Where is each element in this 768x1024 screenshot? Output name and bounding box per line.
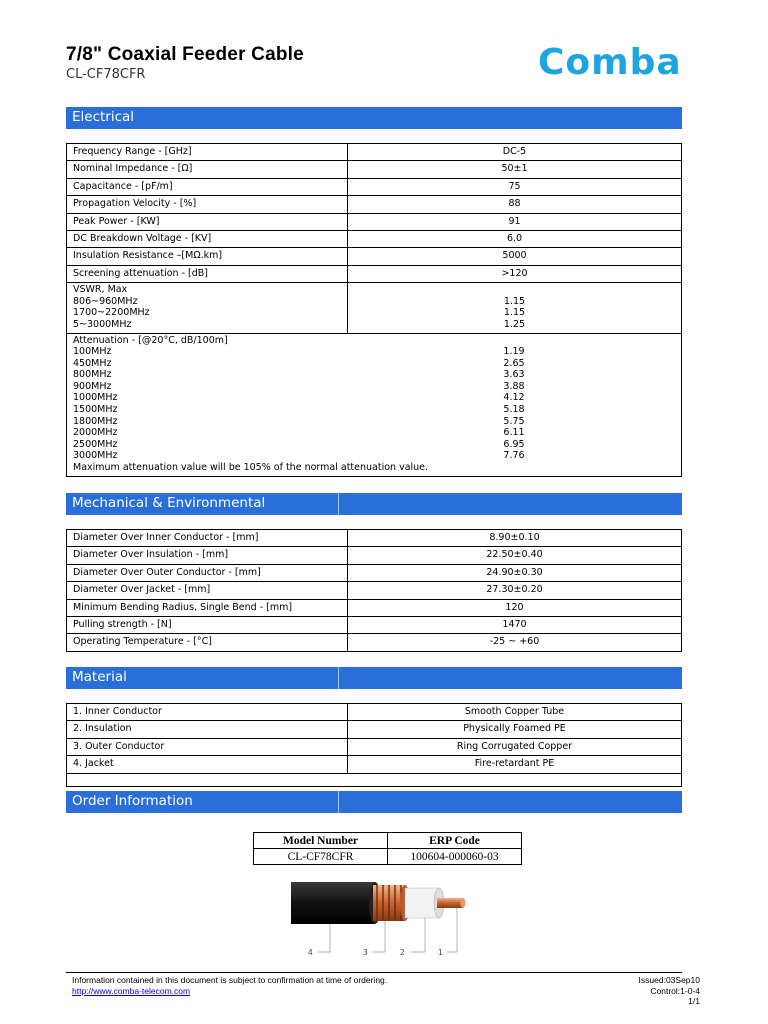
table-row bbox=[67, 213, 682, 230]
section-title: Order Information bbox=[72, 793, 193, 809]
material-value: Fire-retardant PE bbox=[348, 756, 682, 773]
footer-meta bbox=[639, 975, 700, 1007]
callout-label: 4 bbox=[308, 948, 313, 957]
table-row bbox=[67, 599, 682, 616]
order-row bbox=[254, 849, 522, 865]
spec-value: DC-5 bbox=[348, 144, 682, 161]
table-row bbox=[67, 634, 682, 651]
material-part: 4. Jacket bbox=[67, 756, 348, 773]
order-section-header bbox=[66, 791, 682, 813]
spec-value: >120 bbox=[348, 265, 682, 282]
spec-value: 27.30±0.20 bbox=[348, 582, 682, 599]
attenuation-value: 6.95 bbox=[503, 438, 525, 450]
table-row bbox=[67, 616, 682, 633]
column-header: Model Number bbox=[254, 833, 388, 849]
attenuation-freq: 1800MHz bbox=[73, 415, 118, 427]
spec-value: 24.90±0.30 bbox=[348, 564, 682, 581]
table-row bbox=[67, 564, 682, 581]
attenuation-value: 4.12 bbox=[503, 392, 525, 404]
header-divider bbox=[338, 493, 339, 515]
table-row bbox=[67, 756, 682, 773]
spec-value: 120 bbox=[348, 599, 682, 616]
spec-label: Diameter Over Outer Conductor - [mm] bbox=[67, 564, 348, 581]
model-number: CL-CF78CFR bbox=[254, 849, 388, 865]
page-number: 1/1 bbox=[688, 996, 700, 1006]
vswr-label: VSWR, Max bbox=[73, 284, 128, 296]
attenuation-value: 6.11 bbox=[503, 427, 525, 439]
cable-illustration bbox=[285, 876, 475, 961]
spec-value: 91 bbox=[348, 213, 682, 230]
table-row bbox=[67, 178, 682, 195]
section-title: Material bbox=[72, 669, 127, 685]
header-divider bbox=[338, 791, 339, 813]
callout-label: 1 bbox=[438, 948, 443, 957]
spec-value: 88 bbox=[348, 196, 682, 213]
spec-value: 22.50±0.40 bbox=[348, 547, 682, 564]
vswr-value: 1.15 bbox=[503, 307, 526, 319]
attenuation-value: 5.18 bbox=[503, 404, 525, 416]
spec-label: Diameter Over Inner Conductor - [mm] bbox=[67, 530, 348, 547]
table-row bbox=[67, 161, 682, 178]
attenuation-freq: 100MHz bbox=[73, 346, 112, 358]
spec-label: Minimum Bending Radius, Single Bend - [mm] bbox=[67, 599, 348, 616]
attenuation-value: 2.65 bbox=[503, 357, 525, 369]
spec-value: 75 bbox=[348, 178, 682, 195]
attenuation-freq: 450MHz bbox=[73, 357, 112, 369]
material-value: Smooth Copper Tube bbox=[348, 704, 682, 721]
order-header-row bbox=[254, 833, 522, 849]
table-row bbox=[67, 265, 682, 282]
material-value: Ring Corrugated Copper bbox=[348, 738, 682, 755]
spec-value: -25 ~ +60 bbox=[348, 634, 682, 651]
footer-disclaimer: Information contained in this document is subject to confirmation at time of ordering. bbox=[72, 975, 388, 985]
attenuation-freq: 2000MHz bbox=[73, 427, 118, 439]
spec-label: Pulling strength - [N] bbox=[67, 616, 348, 633]
table-row bbox=[67, 721, 682, 738]
table-row bbox=[67, 773, 682, 786]
spec-label: DC Breakdown Voltage - [KV] bbox=[67, 230, 348, 247]
spec-label: Nominal Impedance - [Ω] bbox=[67, 161, 348, 178]
footer-divider bbox=[66, 972, 682, 973]
spec-label: Operating Temperature - [°C] bbox=[67, 634, 348, 651]
mechanical-table bbox=[66, 529, 682, 652]
vswr-value: 1.25 bbox=[503, 318, 526, 330]
model-subtitle: CL-CF78CFR bbox=[66, 67, 146, 82]
callout-label: 3 bbox=[363, 948, 368, 957]
column-header: ERP Code bbox=[388, 833, 522, 849]
document-title: 7/8" Coaxial Feeder Cable bbox=[66, 44, 304, 65]
mechanical-section-header bbox=[66, 493, 682, 515]
spec-value: 50±1 bbox=[348, 161, 682, 178]
vswr-band: 1700~2200MHz bbox=[73, 307, 150, 319]
spec-value: 1470 bbox=[348, 616, 682, 633]
control-number: Control:1-0-4 bbox=[650, 985, 700, 996]
table-row bbox=[67, 547, 682, 564]
material-part: 1. Inner Conductor bbox=[67, 704, 348, 721]
attenuation-freq: 2500MHz bbox=[73, 438, 118, 450]
table-row bbox=[67, 530, 682, 547]
spec-label: Diameter Over Jacket - [mm] bbox=[67, 582, 348, 599]
attenuation-label: Attenuation - [@20°C, dB/100m] bbox=[73, 334, 228, 346]
attenuation-value: 7.76 bbox=[503, 450, 525, 462]
table-row bbox=[67, 196, 682, 213]
spec-label: Diameter Over Insulation - [mm] bbox=[67, 547, 348, 564]
material-table bbox=[66, 703, 682, 787]
attenuation-freq: 1000MHz bbox=[73, 392, 118, 404]
material-part: 2. Insulation bbox=[67, 721, 348, 738]
attenuation-value: 3.88 bbox=[503, 380, 525, 392]
spec-label: Peak Power - [KW] bbox=[67, 213, 348, 230]
table-row bbox=[67, 582, 682, 599]
vswr-band: 806~960MHz bbox=[73, 295, 138, 307]
header-divider bbox=[338, 667, 339, 689]
material-section-header bbox=[66, 667, 682, 689]
attenuation-row bbox=[67, 333, 682, 477]
spec-value: 6.0 bbox=[348, 230, 682, 247]
attenuation-freq: 1500MHz bbox=[73, 404, 118, 416]
vswr-row bbox=[67, 283, 682, 333]
attenuation-freq: 800MHz bbox=[73, 369, 112, 381]
table-row bbox=[67, 248, 682, 265]
attenuation-value: 5.75 bbox=[503, 415, 525, 427]
material-value: Physically Foamed PE bbox=[348, 721, 682, 738]
attenuation-value: 1.19 bbox=[503, 346, 525, 358]
spec-label: Screening attenuation - [dB] bbox=[67, 265, 348, 282]
vswr-value: 1.15 bbox=[503, 295, 526, 307]
electrical-table bbox=[66, 143, 682, 477]
erp-code: 100604-000060-03 bbox=[388, 849, 522, 865]
vswr-band: 5~3000MHz bbox=[73, 318, 132, 330]
spec-label: Capacitance - [pF/m] bbox=[67, 178, 348, 195]
inner-conductor-shape bbox=[437, 898, 463, 908]
issued-date: Issued:03Sep10 bbox=[638, 975, 700, 985]
jacket-shape bbox=[291, 882, 375, 924]
table-row bbox=[67, 704, 682, 721]
website-link[interactable]: http://www.comba-telecom.com bbox=[72, 986, 191, 996]
attenuation-value: 3.63 bbox=[503, 369, 525, 381]
table-row bbox=[67, 144, 682, 161]
callout-label: 2 bbox=[400, 948, 405, 957]
section-title: Mechanical & Environmental bbox=[72, 495, 266, 511]
spec-label: Frequency Range - [GHz] bbox=[67, 144, 348, 161]
comba-logo: Comba bbox=[538, 42, 682, 83]
spec-value: 5000 bbox=[348, 248, 682, 265]
section-title: Electrical bbox=[72, 109, 135, 125]
electrical-section-header bbox=[66, 107, 682, 129]
table-row bbox=[67, 738, 682, 755]
attenuation-note: Maximum attenuation value will be 105% of the normal attenuation value. bbox=[73, 462, 429, 474]
spec-value: 8.90±0.10 bbox=[348, 530, 682, 547]
spec-label: Insulation Resistance –[MΩ.km] bbox=[67, 248, 348, 265]
attenuation-freq: 900MHz bbox=[73, 380, 112, 392]
material-part: 3. Outer Conductor bbox=[67, 738, 348, 755]
table-row bbox=[67, 230, 682, 247]
attenuation-freq: 3000MHz bbox=[73, 450, 118, 462]
order-table bbox=[253, 832, 522, 865]
spec-label: Propagation Velocity - [%] bbox=[67, 196, 348, 213]
